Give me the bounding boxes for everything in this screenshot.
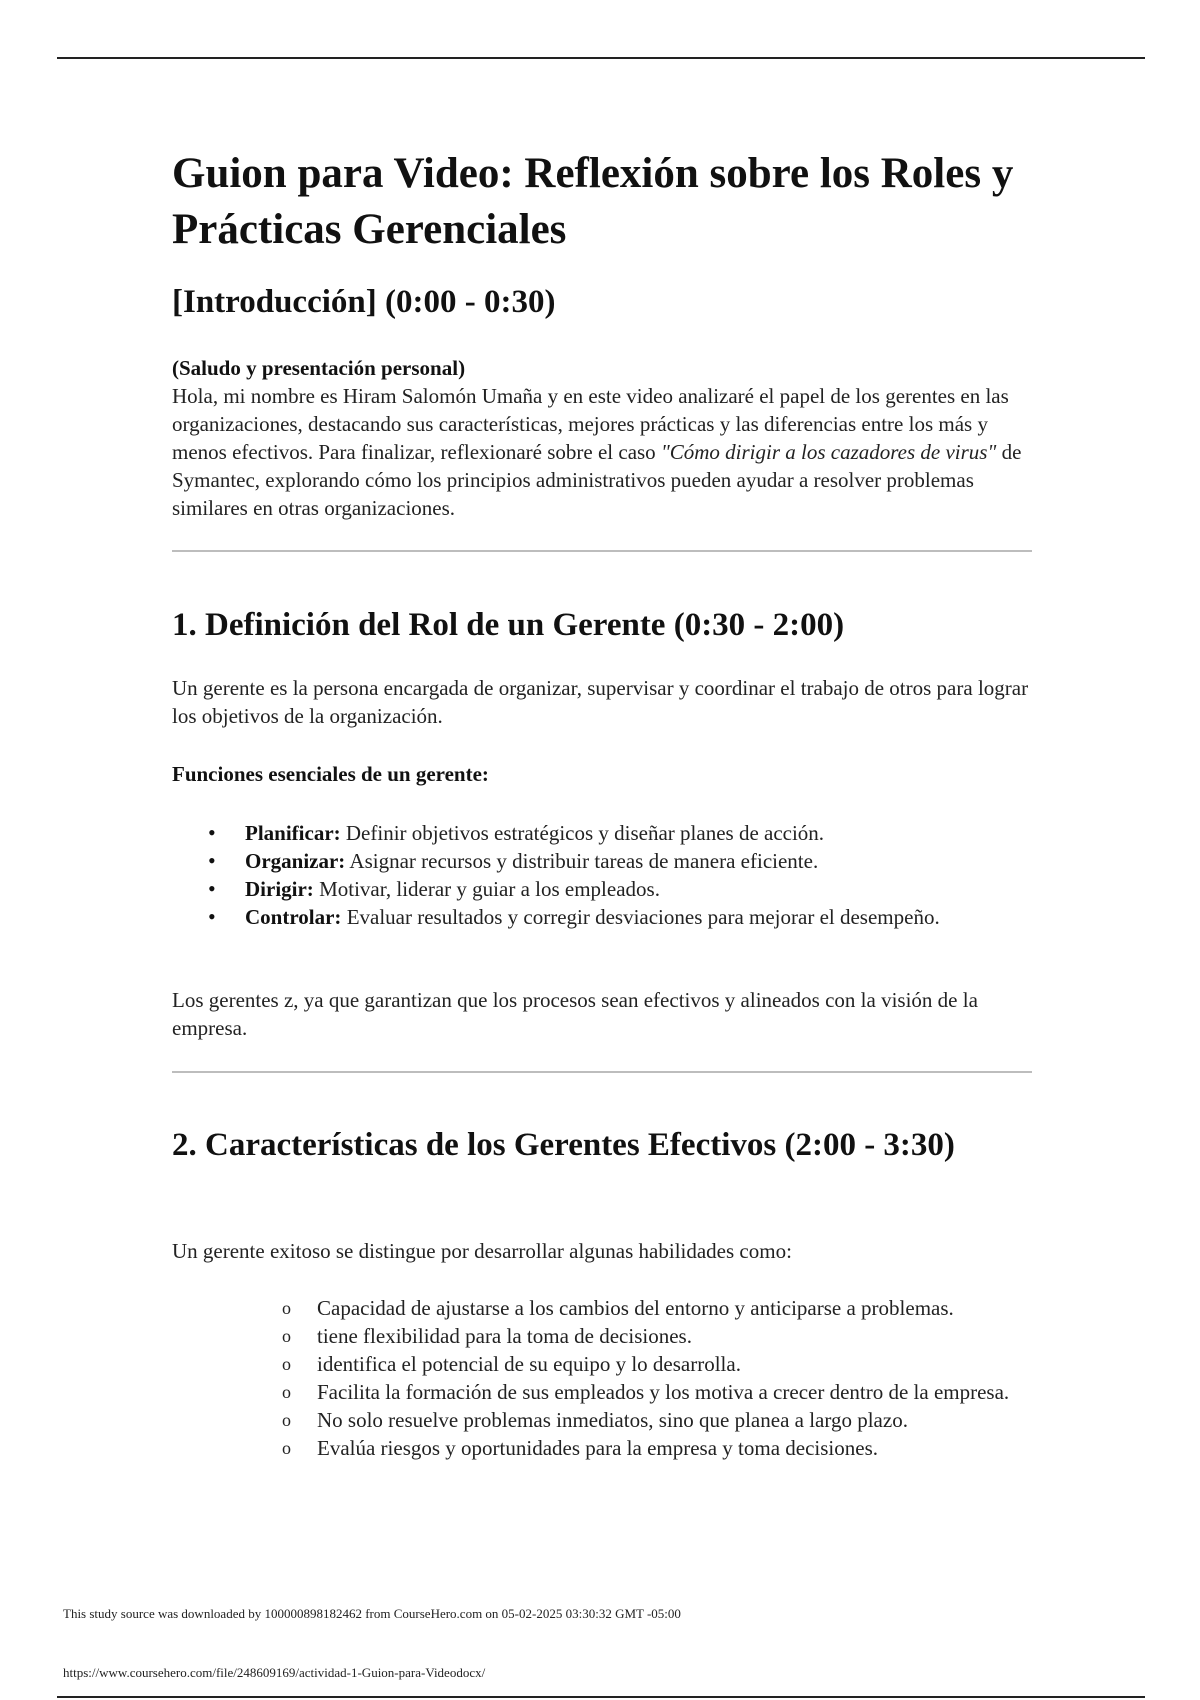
list-item: • Planificar: Definir objetivos estratégicos y diseñar planes de acción. [172, 819, 1032, 847]
list-item: o Facilita la formación de sus empleados y los motiva a crecer dentro de la empresa. [172, 1378, 1032, 1406]
top-rule [57, 57, 1145, 59]
list-item: o identifica el potencial de su equipo y lo desarrolla. [172, 1350, 1032, 1378]
section1-heading: 1. Definición del Rol de un Gerente (0:30 - 2:00) [172, 607, 845, 643]
intro-text-end: de Symantec, explorando cómo los principios administrativos pueden ayudar a resolver problemas similares en otras organizaciones. [172, 440, 1022, 520]
functions-list [172, 819, 1032, 931]
divider [172, 550, 1032, 552]
bottom-rule [57, 1696, 1145, 1698]
section2-heading: 2. Características de los Gerentes Efectivos (2:00 - 3:30) [172, 1127, 955, 1163]
intro-paragraph [172, 354, 1032, 522]
intro-subheading: (Saludo y presentación personal) [172, 356, 466, 380]
list-item: o tiene flexibilidad para la toma de decisiones. [172, 1322, 1032, 1350]
list-item: o Capacidad de ajustarse a los cambios del entorno y anticiparse a problemas. [172, 1294, 1032, 1322]
list-item: • Organizar: Asignar recursos y distribuir tareas de manera eficiente. [172, 847, 1032, 875]
document-title: Guion para Video: Reflexión sobre los Roles y Prácticas Gerenciales [172, 150, 1014, 253]
section1-paragraph: Un gerente es la persona encargada de organizar, supervisar y coordinar el trabajo de otros para lograr los objetivos de la organización. [172, 676, 1029, 728]
section1-closing: Los gerentes z, ya que garantizan que los procesos sean efectivos y alineados con la visión de la empresa. [172, 988, 978, 1040]
list-item: o No solo resuelve problemas inmediatos, sino que planea a largo plazo. [172, 1406, 1032, 1434]
section2-paragraph: Un gerente exitoso se distingue por desarrollar algunas habilidades como: [172, 1239, 792, 1263]
intro-text: Hola, mi nombre es Hiram Salomón Umaña y en este video analizaré el papel de los gerentes en las organizaciones, destacando sus características, mejores prácticas y las diferencias entre los más y menos efectivos. Para finalizar, reflexionaré sobre el caso [172, 384, 1009, 464]
list-item: • Dirigir: Motivar, liderar y guiar a los empleados. [172, 875, 1032, 903]
intro-heading: [Introducción] (0:00 - 0:30) [172, 284, 556, 320]
list-item: • Controlar: Evaluar resultados y corregir desviaciones para mejorar el desempeño. [172, 903, 1032, 931]
divider [172, 1071, 1032, 1073]
functions-heading: Funciones esenciales de un gerente: [172, 762, 489, 786]
list-item: o Evalúa riesgos y oportunidades para la empresa y toma decisiones. [172, 1434, 1032, 1462]
source-url[interactable]: https://www.coursehero.com/file/248609169/actividad-1-Guion-para-Videodocx/ [63, 1665, 486, 1680]
case-title: "Cómo dirigir a los cazadores de virus" [660, 440, 997, 464]
skills-list [172, 1294, 1032, 1462]
source-note: This study source was downloaded by 100000898182462 from CourseHero.com on 05-02-2025 03:30:32 GMT -05:00 [63, 1606, 681, 1621]
